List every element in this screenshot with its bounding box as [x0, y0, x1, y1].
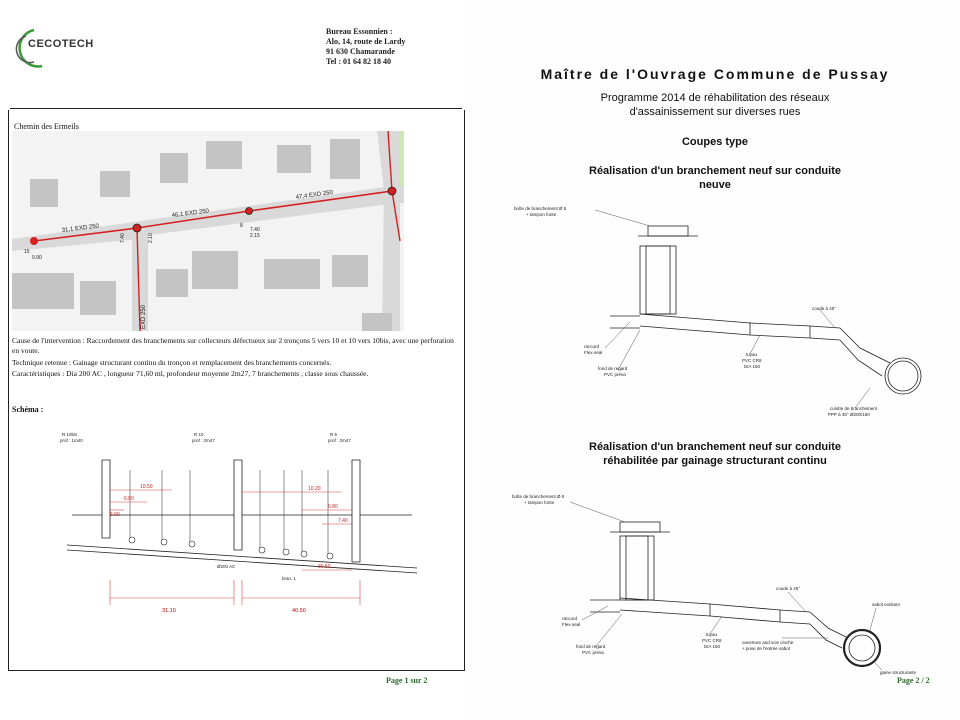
page-footer-right: Page 2 / 2	[897, 676, 930, 685]
diagram-label: coude à 45°	[812, 306, 837, 311]
schema-measure: 6.80	[328, 504, 338, 510]
diagram-label: PVC préva	[604, 372, 626, 377]
para-caracteristiques: Caractéristiques : Dia 200 AC , longueur 71,60 ml, profondeur moyenne 2m27, 7 branchements , classe sous chaussée.	[12, 369, 369, 378]
schema-label: prof : 1m40	[60, 438, 83, 443]
diagram-label: boîte de branchement Ø 5	[514, 206, 567, 211]
schema-distance: 40.50	[292, 608, 306, 614]
diagram-label: raccord	[562, 616, 578, 621]
schema-distance: 31.10	[162, 608, 176, 614]
road-title: Chemin des Ermeils	[14, 122, 79, 131]
schema-label: bran. 1	[282, 576, 297, 581]
map-label-seg3: 47,4 EXD 250	[295, 189, 334, 201]
schema-label: prof : 2m47	[328, 438, 351, 443]
address-line: Tel : 01 64 82 18 40	[326, 57, 392, 66]
document-subtitle-2: d'assainissement sur diverses rues	[629, 106, 801, 118]
diagram-label: + tampon fonte	[524, 500, 555, 505]
diagram-label: Flex-seal	[562, 622, 581, 627]
address-line: Alo, 14, route de Lardy	[326, 37, 406, 46]
coupe-type-1	[510, 198, 930, 428]
schema-label: prof : 2m47	[192, 438, 215, 443]
map-node-label: 0.90	[32, 255, 42, 261]
schema-measure: 30.50	[318, 564, 331, 570]
map-label-seg1: 31,1 EXD 250	[61, 223, 100, 234]
document-subtitle-1: Programme 2014 de réhabilitation des réseaux	[600, 92, 830, 104]
diagram-label: ouverture and scie cloche	[742, 640, 794, 645]
schema-measure: 7.40	[338, 518, 348, 524]
diagram-label: tuyau	[746, 352, 758, 357]
document-title: Maître de l'Ouvrage Commune de Pussay	[540, 66, 890, 82]
diagram-label: + pose de l'entrée sabot	[742, 646, 791, 651]
diagram-label: coude à 45°	[776, 586, 801, 591]
diagram-label: fond de regard	[576, 644, 606, 649]
diagram-label: raccord	[584, 344, 600, 349]
site-map	[12, 131, 404, 331]
diagram-label: DIA 160	[704, 644, 721, 649]
diagram-label: PVC CR8	[742, 358, 762, 363]
schema-title: Schéma :	[12, 405, 44, 414]
map-node-label: 2.10	[148, 233, 154, 243]
section-2-heading-2: réhabilitée par gainage structurant continu	[603, 455, 827, 467]
address-line: Bureau Essonnien :	[326, 27, 393, 36]
map-node-label: 7.40	[120, 233, 126, 243]
schema-measure: 6.80	[124, 496, 134, 502]
diagram-label: gaine structurante	[880, 670, 917, 675]
diagram-label: DIA 160	[744, 364, 761, 369]
section-1-heading: Réalisation d'un branchement neuf sur conduite	[589, 165, 841, 177]
map-node-label: 7.40	[250, 227, 260, 233]
left-page	[0, 0, 470, 720]
right-page	[470, 0, 960, 720]
schema-label: R 5	[330, 432, 338, 437]
diagram-label: boîte de branchement Ø 5	[512, 494, 565, 499]
section-2-heading: Réalisation d'un branchement neuf sur conduite	[589, 441, 841, 453]
diagram-label: fond de regard	[598, 366, 628, 371]
para-technique: Technique retenue : Gainage structurant continu du tronçon et remplacement des branchements concernés.	[12, 358, 332, 367]
map-node-label: 2.15	[250, 233, 260, 239]
schema-measure: 6.00	[110, 512, 120, 518]
section-1-heading-2: neuve	[699, 179, 731, 191]
map-node-label: 8	[240, 223, 243, 229]
coupes-heading: Coupes type	[681, 136, 748, 148]
schema-measure: 10.20	[308, 486, 321, 492]
diagram-label: + tampon fonte	[526, 212, 557, 217]
map-label-seg2: 46,1 EXD 250	[171, 208, 210, 219]
schema-label: R 10bis	[62, 432, 78, 437]
diagram-label: Flex-seal	[584, 350, 603, 355]
longitudinal-schema	[12, 420, 452, 630]
schema-label: Ø200 AC	[217, 564, 236, 569]
map-node-label: 15	[24, 249, 30, 255]
address-block	[326, 27, 405, 67]
map-label-vert: EXD 250	[141, 304, 147, 329]
logo-text: CECOTECH	[28, 38, 94, 50]
diagram-label: PPP à 45° Ø200/160	[828, 412, 870, 417]
address-line: 91 630 Chamarande	[326, 47, 395, 56]
diagram-label: PVC CR8	[702, 638, 722, 643]
coupe-type-2	[510, 488, 930, 688]
diagram-label: tuyau	[706, 632, 718, 637]
diagram-label: PVC préva	[582, 650, 604, 655]
page-footer-left: Page 1 sur 2	[386, 676, 428, 685]
header-rule	[10, 108, 462, 109]
diagram-label: sabot existant	[872, 602, 900, 607]
para-cause: Cause de l'intervention : Raccordement des branchements sur collecteurs défectueux sur 2 tronçons 5 vers 10 et 10 vers 10bis, avec une perforation en voute.	[12, 336, 454, 355]
schema-measure: 10.50	[140, 484, 153, 490]
schema-label: R 10	[194, 432, 204, 437]
diagram-label: culotte de branchement	[830, 406, 878, 411]
